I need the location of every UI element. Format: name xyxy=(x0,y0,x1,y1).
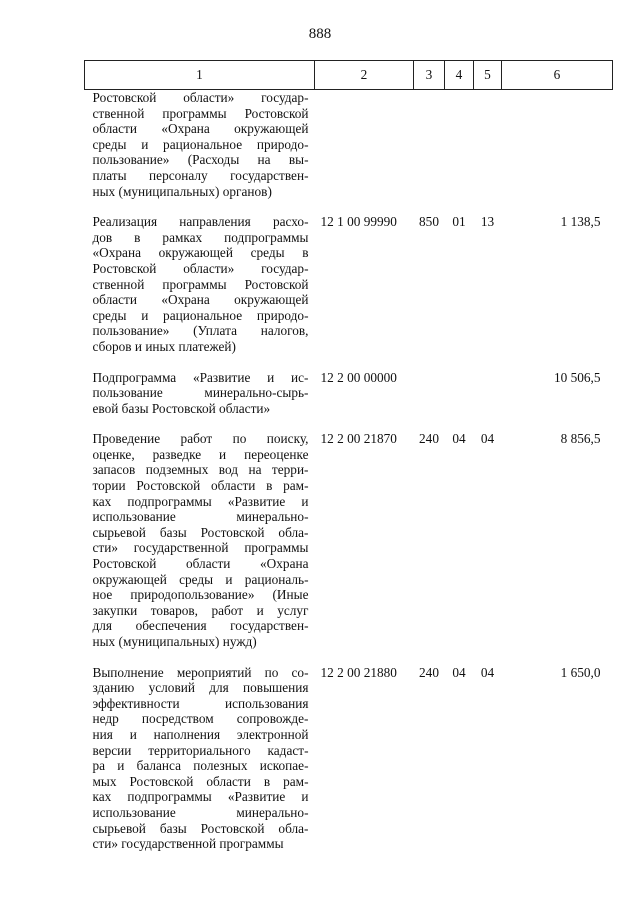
expense-name-line: запасов подземных вод на терри- xyxy=(92,462,309,478)
expense-name-cell xyxy=(85,214,315,369)
expense-name-line: использование минерально- xyxy=(92,804,309,820)
expense-name-line: дов в рамках подпрограммы xyxy=(92,229,309,245)
header-col-2: 2 xyxy=(315,61,414,90)
budget-code-cell: 12 2 00 00000 xyxy=(320,369,397,385)
expense-name-line: Реализация направления расхо- xyxy=(92,214,309,230)
expense-type-cell: 240 xyxy=(419,431,439,447)
table-row xyxy=(85,665,613,867)
expense-name-line: Ростовской области» государ- xyxy=(92,260,309,276)
expense-name-line: области «Охрана окружающей xyxy=(92,292,309,308)
expense-name-line: ках подпрограммы «Развитие и xyxy=(92,789,309,805)
budget-code-cell: 12 2 00 21870 xyxy=(320,431,397,447)
expense-name-line: пользование» (Уплата налогов, xyxy=(92,323,309,339)
expense-name-line: зданию условий для повышения xyxy=(92,680,309,696)
header-col-6: 6 xyxy=(502,61,613,90)
amount-cell: 10 506,5 xyxy=(553,369,601,385)
expense-type-cell xyxy=(414,90,445,215)
expense-name-line: сырьевой базы Ростовской обла- xyxy=(92,524,309,540)
subsection-cell: 04 xyxy=(480,664,495,680)
expense-type-cell: 850 xyxy=(419,214,439,230)
section-cell: 04 xyxy=(452,664,466,680)
expense-name-line: Подпрограмма «Развитие и ис- xyxy=(92,369,309,385)
expense-name-line: области «Охрана окружающей xyxy=(92,121,309,137)
table-body xyxy=(85,90,613,867)
expense-name-cell xyxy=(85,431,315,664)
expense-name-line: тории Ростовской области в рам- xyxy=(92,478,309,494)
expense-name-line: ных (муниципальных) нужд) xyxy=(92,634,257,649)
amount-cell: 8 856,5 xyxy=(560,431,601,447)
header-col-3: 3 xyxy=(414,61,445,90)
expense-name-line: среды и рациональное природо- xyxy=(92,136,309,152)
expense-name-line: эффективности использования xyxy=(92,695,309,711)
section-cell xyxy=(445,90,474,215)
expense-name-line: пользование» (Расходы на вы- xyxy=(92,152,309,168)
header-col-5: 5 xyxy=(474,61,502,90)
expense-name-cell xyxy=(85,370,315,432)
expense-name-line: ра и баланса полезных ископае- xyxy=(92,758,309,774)
expense-name-line: ния и наполнения электронной xyxy=(92,726,309,742)
expense-name-line: использование минерально- xyxy=(92,509,309,525)
expense-name-line: оценке, разведке и переоценке xyxy=(92,446,309,462)
subsection-cell: 13 xyxy=(480,214,495,230)
expense-name-line: «Охрана окружающей среды в xyxy=(92,245,309,261)
budget-code-cell xyxy=(315,90,414,215)
amount-cell: 1 138,5 xyxy=(560,214,601,230)
expense-name-line: ное природопользование» (Иные xyxy=(92,587,309,603)
budget-code-cell: 12 2 00 21880 xyxy=(320,664,397,680)
expense-name-line: мых Ростовской области в рам- xyxy=(92,773,309,789)
expense-name-line: пользование минерально-сырь- xyxy=(92,385,309,401)
header-row xyxy=(85,61,613,90)
section-cell: 01 xyxy=(452,214,466,230)
expense-name-line: для обеспечения государствен- xyxy=(92,618,309,634)
amount-cell xyxy=(502,90,613,215)
expense-name-line: сборов и иных платежей) xyxy=(92,338,236,354)
expense-name-line: ственной программы Ростовской xyxy=(92,276,309,292)
table-row xyxy=(85,214,613,369)
expense-name-line: среды и рациональное природо- xyxy=(92,307,309,323)
expense-name-line: ках подпрограммы «Развитие и xyxy=(92,493,309,509)
expense-name-line: сти» государственной программы xyxy=(92,540,309,556)
expense-name-line: ственной программы Ростовской xyxy=(92,105,309,121)
page-number: 888 xyxy=(308,26,332,42)
table-row xyxy=(85,370,613,432)
header-col-4: 4 xyxy=(445,61,474,90)
budget-code-cell: 12 1 00 99990 xyxy=(320,214,397,230)
expense-name-line: Ростовской области» государ- xyxy=(92,90,309,105)
expense-name-line: закупки товаров, работ и услуг xyxy=(92,602,309,618)
expense-name-line: недр посредством сопровожде- xyxy=(92,711,309,727)
expense-name-line: окружающей среды и рациональ- xyxy=(92,571,309,587)
table-row xyxy=(85,90,613,215)
expense-name-line: Проведение работ по поиску, xyxy=(92,431,309,447)
expense-name-line: версии территориального кадаст- xyxy=(92,742,309,758)
section-cell xyxy=(445,370,474,432)
expense-name-line: сти» государственной программы xyxy=(92,836,284,852)
expense-type-cell: 240 xyxy=(419,664,439,680)
subsection-cell xyxy=(474,90,502,215)
expense-name-line: платы персоналу государствен- xyxy=(92,167,309,183)
expense-name-line: Выполнение мероприятий по со- xyxy=(92,664,309,680)
section-cell: 04 xyxy=(452,431,466,447)
table-header xyxy=(85,61,613,90)
expense-name-line: евой базы Ростовской области» xyxy=(92,400,271,416)
expense-type-cell xyxy=(414,370,445,432)
table-row xyxy=(85,431,613,664)
expense-name-line: сырьевой базы Ростовской обла- xyxy=(92,820,309,836)
budget-table xyxy=(84,60,613,867)
amount-cell: 1 650,0 xyxy=(560,664,601,680)
expense-name-cell xyxy=(85,665,315,867)
header-col-1: 1 xyxy=(85,61,315,90)
subsection-cell xyxy=(474,370,502,432)
expense-name-cell xyxy=(85,90,315,215)
expense-name-line: Ростовской области «Охрана xyxy=(92,556,309,572)
expense-name-line: ных (муниципальных) органов) xyxy=(92,183,272,199)
subsection-cell: 04 xyxy=(480,431,495,447)
